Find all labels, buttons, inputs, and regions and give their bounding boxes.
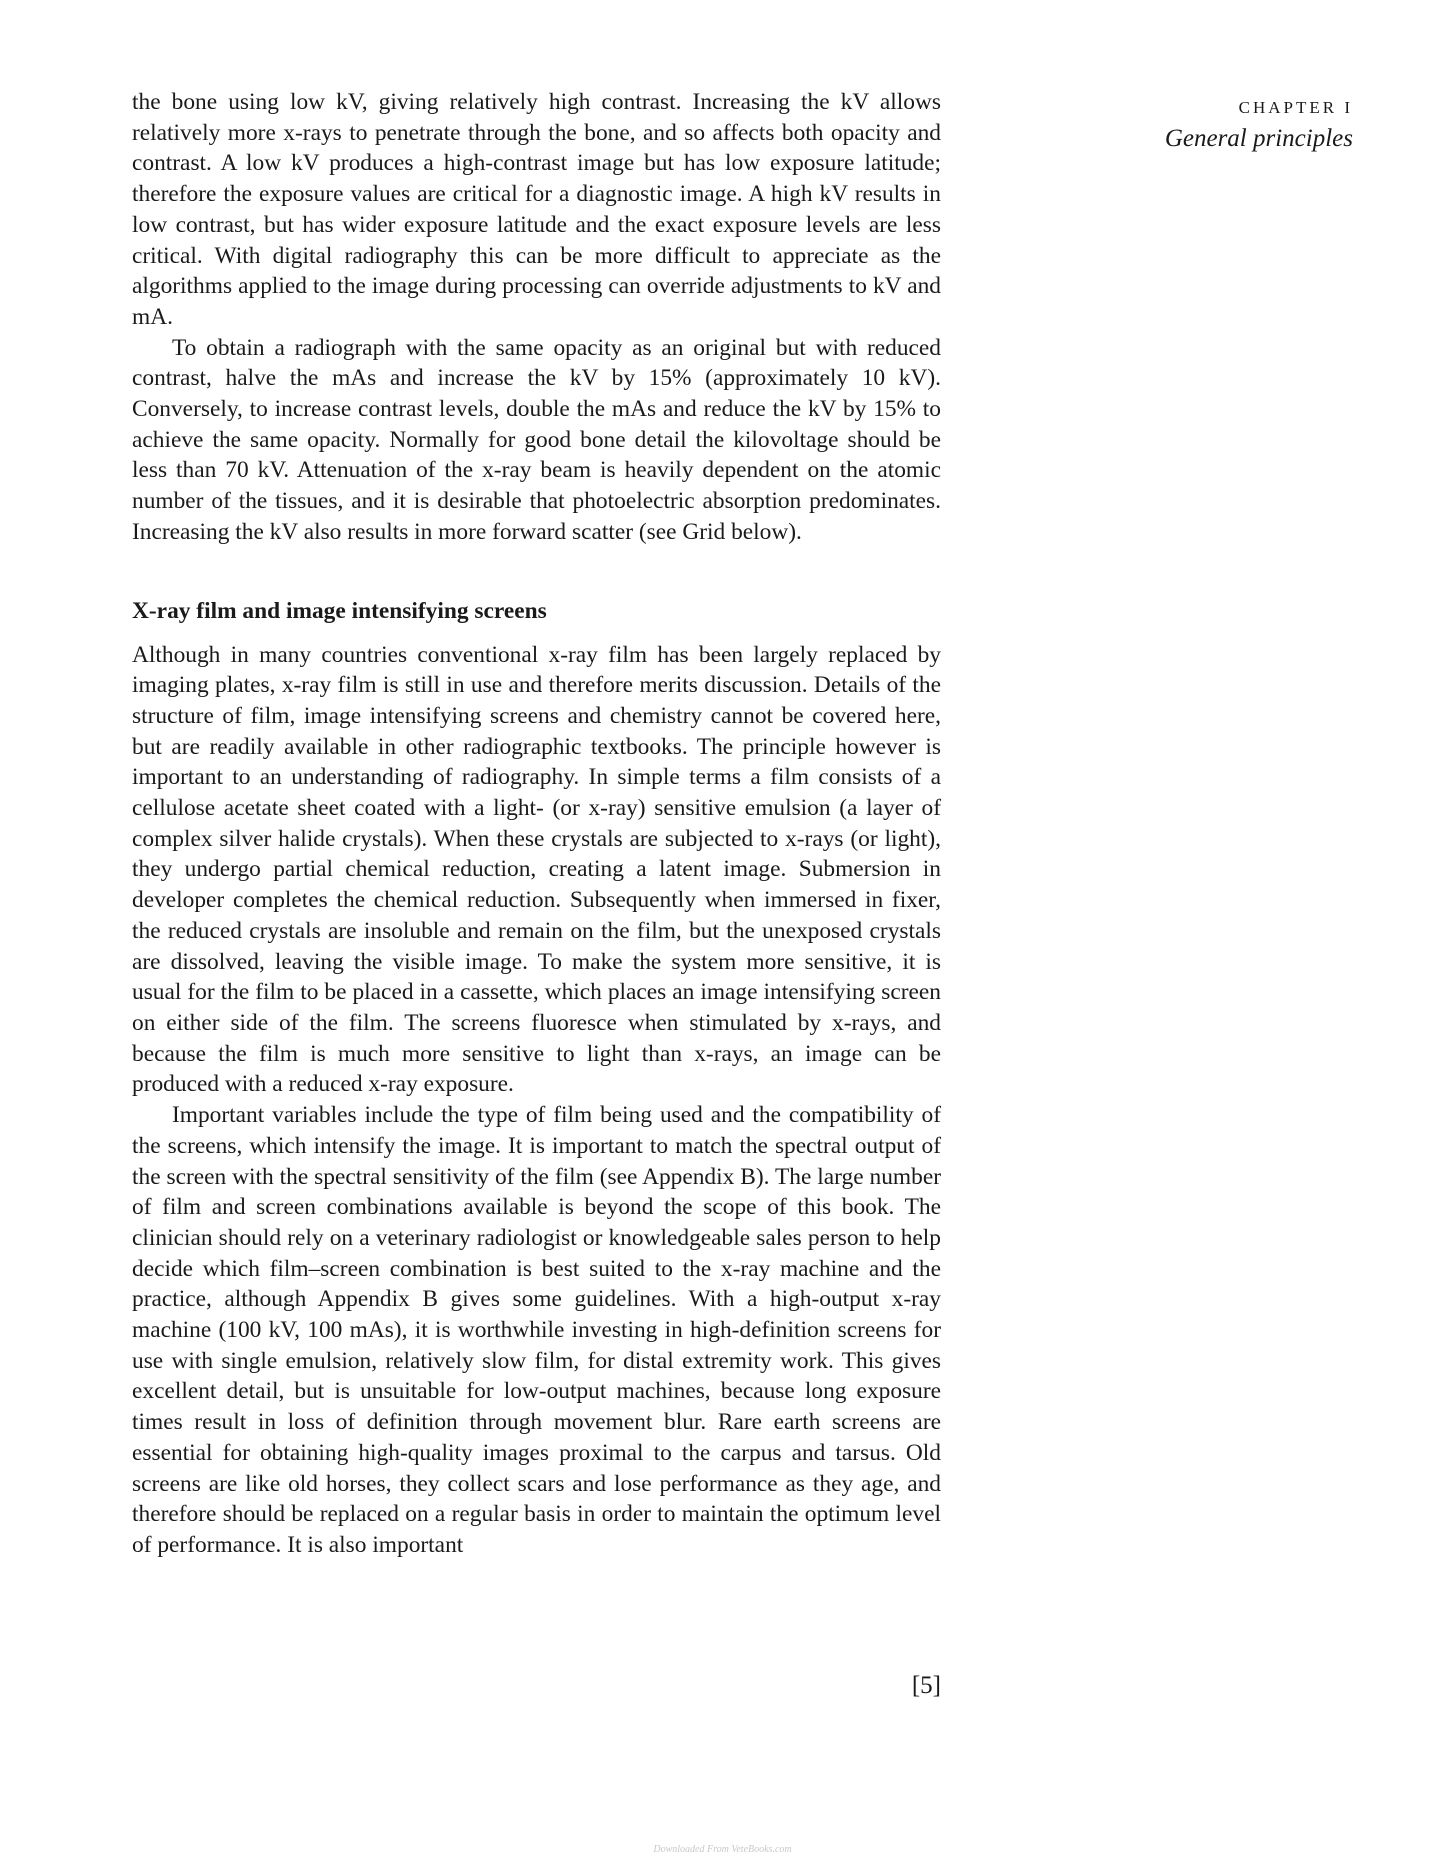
paragraph-important-variables: Important variables include the type of film being used and the compatibility of the screens, which intensify the image. It is important to match the spectral output of the screen with the spectral sensitivity of the film (see Appendix B). The large number of film and screen combinations available is beyond the scope of this book. The clinician should rely on a veterinary radiologist or knowledgeable sales person to help decide which film–screen combination is best suited to the x-ray machine and the practice, although Appendix B gives some guidelines. With a high-output x-ray machine (100 kV, 100 mAs), it is worthwhile investing in high-definition screens for use with single emulsion, relatively slow film, for distal extremity work. This gives excellent detail, but is unsuitable for low-output machines, because long exposure times result in loss of definition through movement blur. Rare earth screens are essential for obtaining high-quality images proximal to the carpus and tarsus. Old screens are like old horses, they collect scars and lose performance as they age, and therefore should be replaced on a regular basis in order to maintain the optimum level of performance. It is also important [132,1102,941,1558]
paragraph-reduced-contrast: To obtain a radiograph with the same opacity as an original but with reduced contrast, halve the mAs and increase the kV by 15% (approximately 10 kV). Conversely, to increase contrast levels, double the mAs and reduce the kV by 15% to achieve the same opacity. Normally for good bone detail the kilovoltage should be less than 70 kV. Attenuation of the x-ray beam is heavily dependent on the atomic number of the tissues, and it is desirable that photoelectric absorption predominates. Increasing the kV also results in more forward scatter (see Grid below). [132,334,941,545]
section-heading: X-ray film and image intensifying screens [132,597,547,624]
page-number: [5] [911,1672,941,1699]
chapter-title: General principles [1164,125,1353,152]
body-text [132,87,941,1561]
download-watermark: Downloaded From VeteBooks.com [653,1844,792,1855]
paragraph-bone-contrast: the bone using low kV, giving relatively high contrast. Increasing the kV allows relatively more x-rays to penetrate through the bone, and so affects both opacity and contrast. A low kV produces a high-contrast image but has low exposure latitude; therefore the exposure values are critical for a diagnostic image. A high kV results in low contrast, but has wider exposure latitude and the exact exposure levels are less critical. With digital radiography this can be more difficult to appreciate as the algorithms applied to the image during processing can override adjustments to kV and mA. [132,89,941,330]
chapter-label: CHAPTER I [1238,98,1353,117]
paragraph-film-structure: Although in many countries conventional x-ray film has been largely replaced by imaging plates, x-ray film is still in use and therefore merits discussion. Details of the structure of film, image intensifying screens and chemistry cannot be covered here, but are readily available in other radiographic textbooks. The principle however is important to an understanding of radiography. In simple terms a film consists of a cellulose acetate sheet coated with a light- (or x-ray) sensitive emulsion (a layer of complex silver halide crystals). When these crystals are subjected to x-rays (or light), they undergo partial chemical reduction, creating a latent image. Submersion in developer completes the chemical reduction. Subsequently when immersed in fixer, the reduced crystals are insoluble and remain on the film, but the unexposed crystals are dissolved, leaving the visible image. To make the system more sensitive, it is usual for the film to be placed in a cassette, which places an image intensifying screen on either side of the film. The screens fluoresce when stimulated by x-rays, and because the film is much more sensitive to light than x-rays, an image can be produced with a reduced x-ray exposure. [132,641,941,1098]
running-head [1093,92,1353,154]
